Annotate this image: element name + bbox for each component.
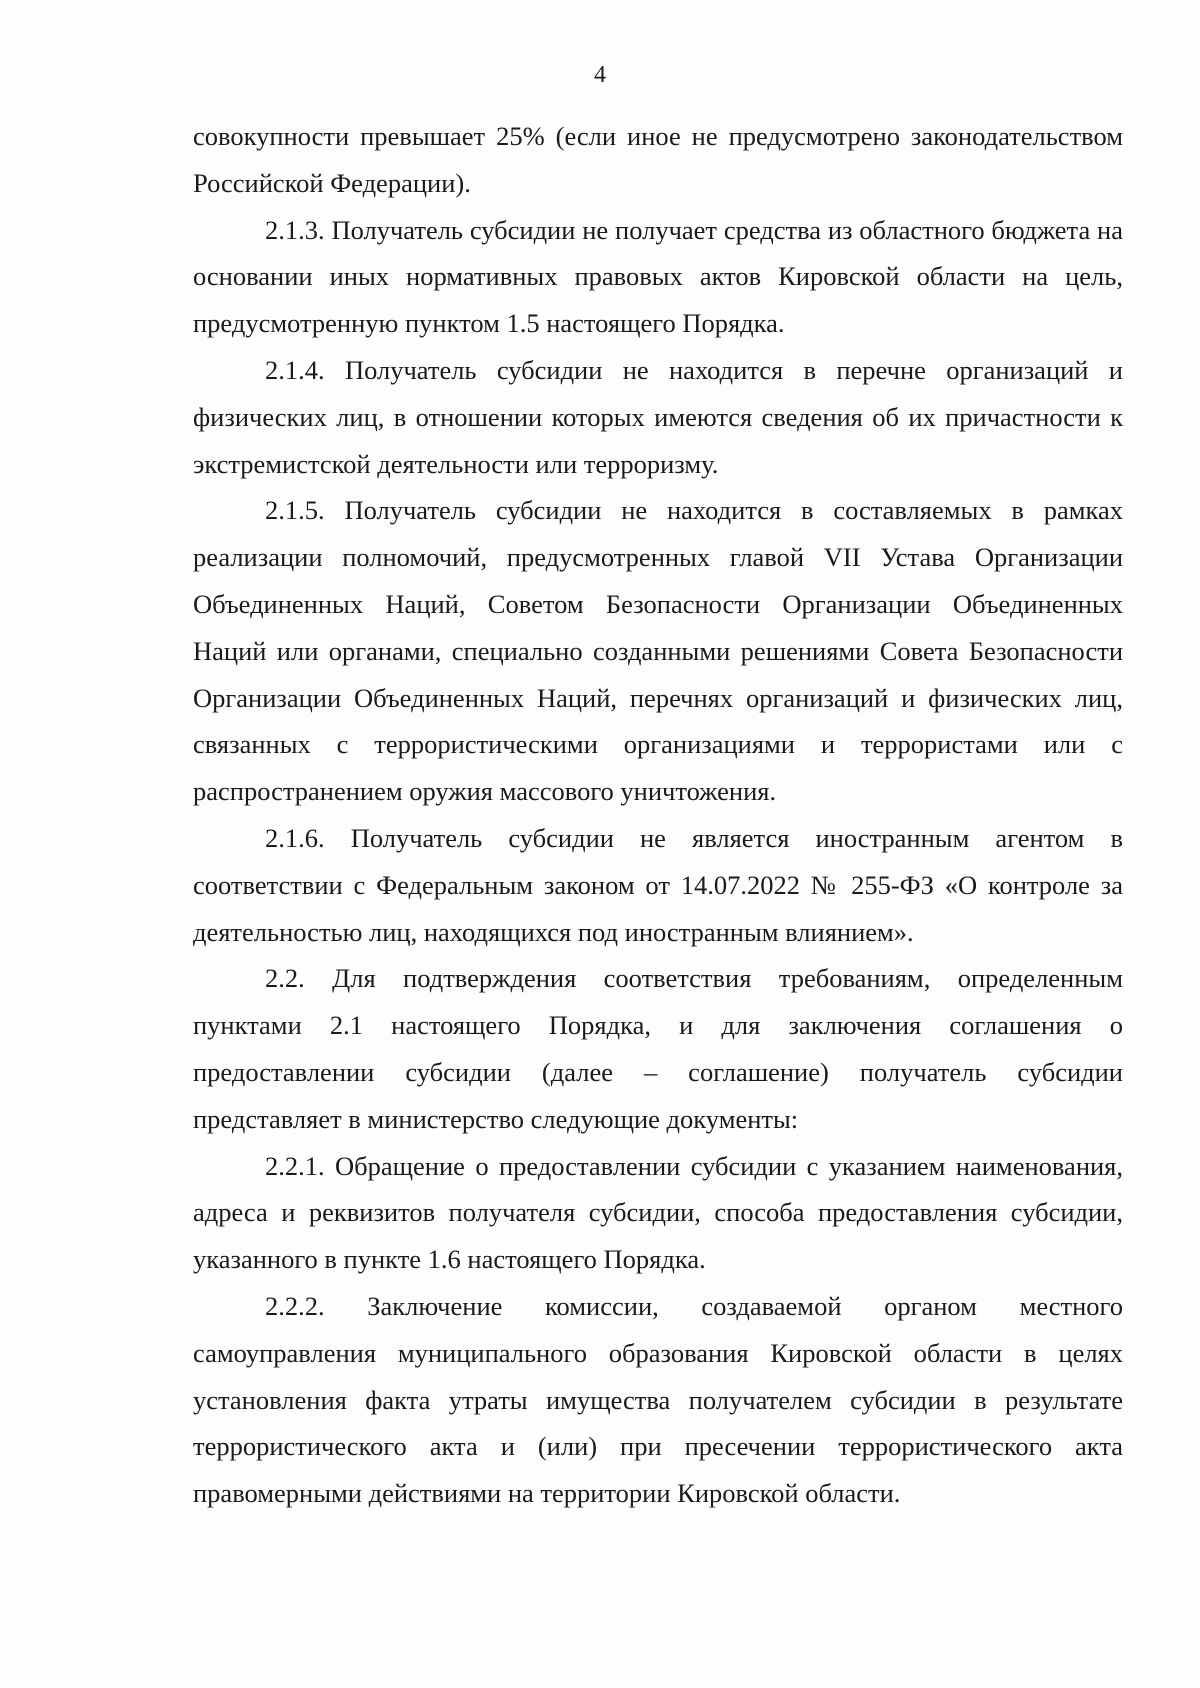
document-body [193, 113, 1123, 1517]
paragraph-2-1-5: 2.1.5. Получатель субсидии не находится в составляемых в рамках реализации полномочий, предусмотренных главой VII Устава Организации Объединенных Наций, Советом Безопасности Организации Объединенных Наций или органами, специально созданными решениями Совета Безопасности Организации Объединенных Наций, перечнях организаций и физических лиц, связанных с террористическими организациями и террористами или с распространением оружия массового уничтожения. [193, 495, 1123, 807]
paragraph-2-2: 2.2. Для подтверждения соответствия требованиям, определенным пунктами 2.1 настоящего Порядка, и для заключения соглашения о предоставлении субсидии (далее – соглашение) получатель субсидии представляет в министерство следующие документы: [193, 963, 1123, 1134]
paragraph-2-2-1: 2.2.1. Обращение о предоставлении субсидии с указанием наименования, адреса и реквизитов получателя субсидии, способа предоставления субсидии, указанного в пункте 1.6 настоящего Порядка. [193, 1150, 1123, 1275]
page-number: 4 [594, 62, 606, 88]
paragraph-continuation: совокупности превышает 25% (если иное не предусмотрено законодательством Российской Федерации). [193, 121, 1123, 198]
paragraph-2-1-3: 2.1.3. Получатель субсидии не получает средства из областного бюджета на основании иных нормативных правовых актов Кировской области на цель, предусмотренную пунктом 1.5 настоящего Порядка. [193, 214, 1123, 339]
paragraph-2-1-6: 2.1.6. Получатель субсидии не является иностранным агентом в соответствии с Федеральным законом от 14.07.2022 № 255-ФЗ «О контроле за деятельностью лиц, находящихся под иностранным влиянием». [193, 822, 1123, 947]
paragraph-2-2-2: 2.2.2. Заключение комиссии, создаваемой органом местного самоуправления муниципального образования Кировской области в целях установления факта утраты имущества получателем субсидии в результате террористического акта и (или) при пресечении террористического акта правомерными действиями на территории Кировской области. [193, 1290, 1123, 1509]
paragraph-2-1-4: 2.1.4. Получатель субсидии не находится в перечне организаций и физических лиц, в отношении которых имеются сведения об их причастности к экстремистской деятельности или терроризму. [193, 354, 1123, 479]
